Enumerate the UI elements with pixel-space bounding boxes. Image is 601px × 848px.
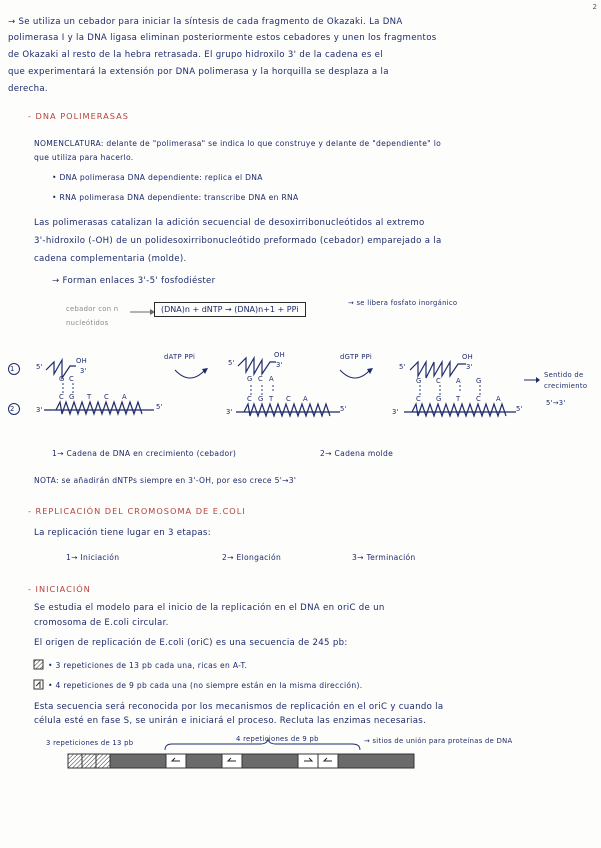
panel-a-base-c: C (69, 375, 75, 383)
legend-cadena-crecimiento: 1→ Cadena de DNA en crecimiento (cebador) (52, 449, 237, 458)
panel-b-template-c2: C (286, 395, 292, 403)
etapas-line: La replicación tiene lugar en 3 etapas: (34, 528, 211, 538)
diagram-label-2: 2 (10, 405, 15, 413)
panel-a-3prime-top: 3' (80, 367, 87, 375)
panel-c-3prime-bottom: 3' (392, 408, 399, 416)
panel-b-3prime-bottom: 3' (226, 408, 233, 416)
nomenclatura-line-2: que utiliza para hacerlo. (34, 153, 134, 162)
panel-b-5prime-bottom: 5' (340, 405, 347, 413)
stage-elongacion: 2→ Elongación (222, 553, 282, 562)
panel-b-base-g: G (247, 375, 253, 383)
panel-c-base-g: G (416, 377, 422, 385)
bar-label-9pb: 4 repeticiones de 9 pb (236, 735, 319, 743)
bar-label-sitios: → sitios de unión para proteínas de DNA (364, 737, 513, 745)
panel-a-5prime-bottom: 5' (156, 403, 163, 411)
panel-a-template-t: T (87, 393, 92, 401)
iniciacion-line-2: cromosoma de E.coli circular. (34, 618, 169, 628)
final-line-1: Esta secuencia será reconocida por los mecanismos de replicación en el oriC y cuando la (34, 702, 444, 712)
panel-c-template-t: T (456, 395, 461, 403)
panel-c-3prime-top: 3' (466, 363, 473, 371)
panel-b-base-a: A (269, 375, 274, 383)
panel-b-3prime-top: 3' (276, 361, 283, 369)
reaction-note-cebador: cebador con n (66, 305, 119, 313)
heading-replicacion: - REPLICACIÓN DEL CROMOSOMA DE E.COLI (28, 506, 246, 516)
reaction-note-fosfato: → se libera fosfato inorgánico (348, 299, 458, 307)
nomenclatura-line-1: NOMENCLATURA: delante de "polimerasa" se indica lo que construye y delante de "dependiente" lo (34, 139, 442, 148)
iniciacion-line-3: El origen de replicación de E.coli (oriC) es una secuencia de 245 pb: (34, 638, 348, 648)
page-number: 2 (592, 3, 597, 11)
final-line-2: célula esté en fase S, se unirán e iniciará el proceso. Recluta las enzimas necesarias. (34, 716, 427, 726)
enlaces-line: → Forman enlaces 3'-5' fosfodiéster (52, 276, 216, 286)
panel-c-5prime-bottom: 5' (516, 405, 523, 413)
panel-c-base-a: A (456, 377, 461, 385)
intro-line-5: derecha. (8, 84, 48, 94)
catalizan-line-3: cadena complementaria (molde). (34, 254, 187, 264)
legend-cadena-molde: 2→ Cadena molde (320, 449, 394, 458)
bar-label-13pb: 3 repeticiones de 13 pb (46, 739, 134, 747)
panel-b-template-g: G (258, 395, 264, 403)
intro-line-3: de Okazaki al resto de la hebra retrasada. El grupo hidroxilo 3' de la cadena es el (8, 50, 383, 60)
sentido-line-1: Sentido de (544, 371, 584, 379)
heading-dna-polimerasas: - DNA POLIMERASAS (28, 111, 129, 121)
panel-c-template-c: C (416, 395, 422, 403)
panel-b-base-c: C (258, 375, 264, 383)
heading-iniciacion: - INICIACIÓN (28, 584, 91, 594)
catalizan-line-1: Las polimerasas catalizan la adición secuencial de desoxirribonucleótidos al extremo (34, 218, 425, 228)
repeat-13pb-line: • 3 repeticiones de 13 pb cada una, ricas en A-T. (48, 661, 248, 670)
stage-terminacion: 3→ Terminación (352, 553, 416, 562)
panel-a-3prime-bottom: 3' (36, 406, 43, 414)
panel-c-base-g2: G (476, 377, 482, 385)
sentido-line-2: crecimiento (544, 382, 588, 390)
panel-c-template-a: A (496, 395, 501, 403)
bullet-dna-polimerasa: • DNA polimerasa DNA dependiente: replica el DNA (52, 173, 263, 182)
panel-b-template-c: C (247, 395, 253, 403)
panel-b-oh: OH (274, 351, 286, 359)
panel-c-template-c2: C (476, 395, 482, 403)
panel-b-template-a: A (303, 395, 308, 403)
panel-c-template-g: G (436, 395, 442, 403)
panel-a-template-g: G (69, 393, 75, 401)
panel-b-template-t: T (269, 395, 274, 403)
reaction-note-nucleotidos: nucleótidos (66, 319, 109, 327)
iniciacion-line-1: Se estudia el modelo para el inicio de la replicación en el DNA en oriC de un (34, 603, 385, 613)
stage-iniciacion: 1→ Iniciación (66, 553, 120, 562)
bullet-rna-polimerasa: • RNA polimerasa DNA dependiente: transcribe DNA en RNA (52, 193, 299, 202)
panel-a-template-c: C (59, 393, 65, 401)
repeat-9pb-line: • 4 repeticiones de 9 pb cada una (no siempre están en la misma dirección). (48, 681, 363, 690)
panel-a-base-g: G (59, 375, 65, 383)
panel-c-5prime-top: 5' (399, 363, 406, 371)
step1-label: dATP PPi (164, 353, 196, 361)
diagram-label-1: 1 (10, 365, 15, 373)
nota-line: NOTA: se añadirán dNTPs siempre en 3'-OH, por eso crece 5'→3' (34, 476, 297, 485)
panel-c-oh: OH (462, 353, 474, 361)
panel-a-oh: OH (76, 357, 88, 365)
panel-b-5prime-top: 5' (228, 359, 235, 367)
panel-c-base-c: C (436, 377, 442, 385)
intro-line-1: → Se utiliza un cebador para iniciar la síntesis de cada fragmento de Okazaki. La DNA (8, 17, 403, 27)
reaction-equation: (DNA)n + dNTP → (DNA)n+1 + PPi (161, 305, 299, 314)
panel-a-5prime-top: 5' (36, 363, 43, 371)
panel-a-template-a: A (122, 393, 127, 401)
sentido-direction: 5'→3' (546, 399, 566, 407)
step2-label: dGTP PPi (340, 353, 373, 361)
intro-line-2: polimerasa I y la DNA ligasa eliminan posteriormente estos cebadores y unen los fragmentos (8, 33, 437, 43)
catalizan-line-2: 3'-hidroxilo (-OH) de un polidesoxirribonucleótido preformado (cebador) emparejado a la (34, 236, 442, 246)
panel-a-template-c2: C (104, 393, 110, 401)
intro-line-4: que experimentará la extensión por DNA polimerasa y la horquilla se desplaza a la (8, 67, 389, 77)
